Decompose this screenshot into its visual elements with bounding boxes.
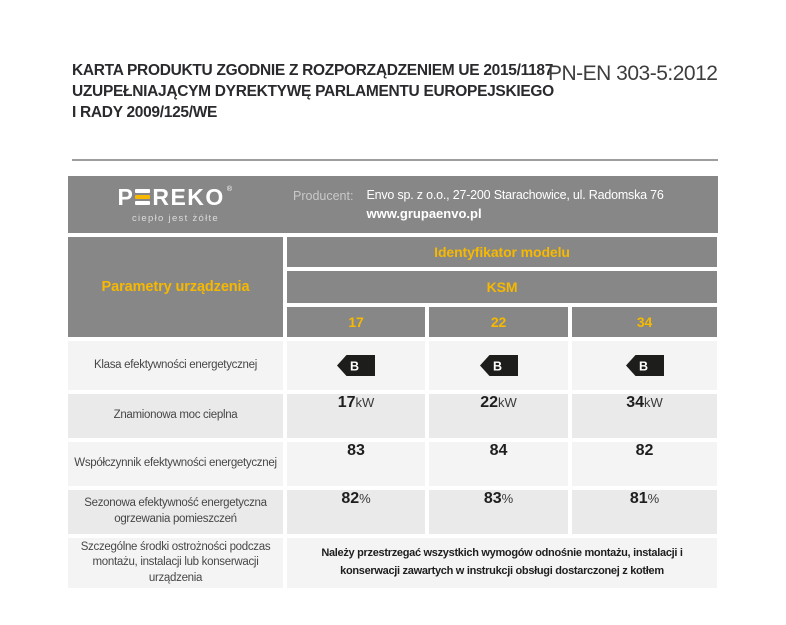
rated-power-cell xyxy=(572,394,717,438)
seasonal-efficiency-cell xyxy=(572,490,717,534)
logo-stylized-e-icon xyxy=(135,189,150,205)
row-label-energy-class: Klasa efektywności energetycznej xyxy=(68,341,283,390)
value-number: 84 xyxy=(489,442,508,459)
energy-class-b-icon xyxy=(480,355,518,376)
logo-e-bar-top xyxy=(135,189,150,193)
value-unit: kW xyxy=(644,395,663,410)
svg-text:B: B xyxy=(638,359,648,374)
model-column-header-34: 34 xyxy=(572,307,717,337)
value-unit: kW xyxy=(355,395,375,410)
value-number: 34 xyxy=(626,394,644,411)
value-number: 22 xyxy=(480,394,498,411)
row-label-efficiency-index: Współczynnik efektywności energetycznej xyxy=(68,442,283,486)
title-line-2: UZUPEŁNIAJĄCYM DYREKTYWĘ PARLAMENTU EUROPEJSKIEGO xyxy=(72,83,554,100)
seasonal-efficiency-cell xyxy=(287,490,425,534)
logo-wordmark xyxy=(117,183,234,210)
svg-text:B: B xyxy=(350,359,360,374)
value-number: 82 xyxy=(341,490,360,507)
logo-text-prefix: P xyxy=(117,183,135,210)
value-number: 83 xyxy=(347,442,365,459)
producer-details xyxy=(366,188,663,221)
title-line-3: I RADY 2009/125/WE xyxy=(72,104,218,121)
model-column-header-22: 22 xyxy=(429,307,568,337)
divider-rule xyxy=(72,159,718,161)
svg-text:B: B xyxy=(492,359,502,374)
row-label-rated-power: Znamionowa moc cieplna xyxy=(68,394,283,438)
logo-e-bar-bottom xyxy=(135,201,150,205)
registered-trademark-icon: ® xyxy=(226,185,234,193)
row-label-seasonal-efficiency: Sezonowa efektywność energetyczna ogrzewania pomieszczeń xyxy=(68,490,283,534)
producer-info xyxy=(283,188,664,221)
energy-class-b-icon xyxy=(626,355,664,376)
precautions-value-cell: Należy przestrzegać wszystkich wymogów odnośnie montażu, instalacji i konserwacji zawartych w instrukcji obsługi dostarczonej z kotłem xyxy=(287,538,717,588)
params-header-cell: Parametry urządzenia xyxy=(68,237,283,337)
energy-class-b-icon xyxy=(337,355,375,376)
series-header-cell: KSM xyxy=(287,271,717,303)
value-unit: kW xyxy=(498,395,517,410)
model-id-header-cell: Identyfikator modelu xyxy=(287,237,717,267)
value-number: 81 xyxy=(629,490,648,507)
logo-tagline: ciepło jest żółte xyxy=(131,212,220,224)
rated-power-cell xyxy=(287,394,425,438)
producer-address: Envo sp. z o.o., 27-200 Starachowice, ul. Radomska 76 xyxy=(366,188,664,202)
value-unit: % xyxy=(359,491,371,506)
energy-class-cell xyxy=(572,341,717,390)
rated-power-cell xyxy=(429,394,568,438)
seasonal-efficiency-cell xyxy=(429,490,568,534)
producer-label: Producent: xyxy=(293,189,354,203)
producer-website: www.grupaenvo.pl xyxy=(366,206,482,221)
efficiency-index-cell xyxy=(429,442,568,486)
efficiency-index-cell xyxy=(572,442,717,486)
producer-bar xyxy=(68,176,718,233)
brand-logo xyxy=(68,183,283,224)
value-number: 17 xyxy=(337,394,356,411)
value-unit: % xyxy=(647,491,660,506)
norm-reference: PN-EN 303-5:2012 xyxy=(548,62,718,85)
row-label-precautions: Szczególne środki ostrożności podczas montażu, instalacji lub konserwacji urządzenia xyxy=(68,538,283,588)
efficiency-index-cell xyxy=(287,442,425,486)
logo-text-suffix: REKO xyxy=(152,183,225,210)
model-column-header-17: 17 xyxy=(287,307,425,337)
logo-e-bar-middle xyxy=(135,195,150,199)
value-number: 83 xyxy=(483,490,502,507)
title-line-1: KARTA PRODUKTU ZGODNIE Z ROZPORZĄDZENIEM UE 2015/1187 xyxy=(72,62,554,79)
document-title xyxy=(72,60,554,123)
energy-class-cell xyxy=(287,341,425,390)
value-unit: % xyxy=(501,491,514,506)
spec-table xyxy=(68,237,718,588)
energy-class-cell xyxy=(429,341,568,390)
value-number: 82 xyxy=(635,442,654,459)
